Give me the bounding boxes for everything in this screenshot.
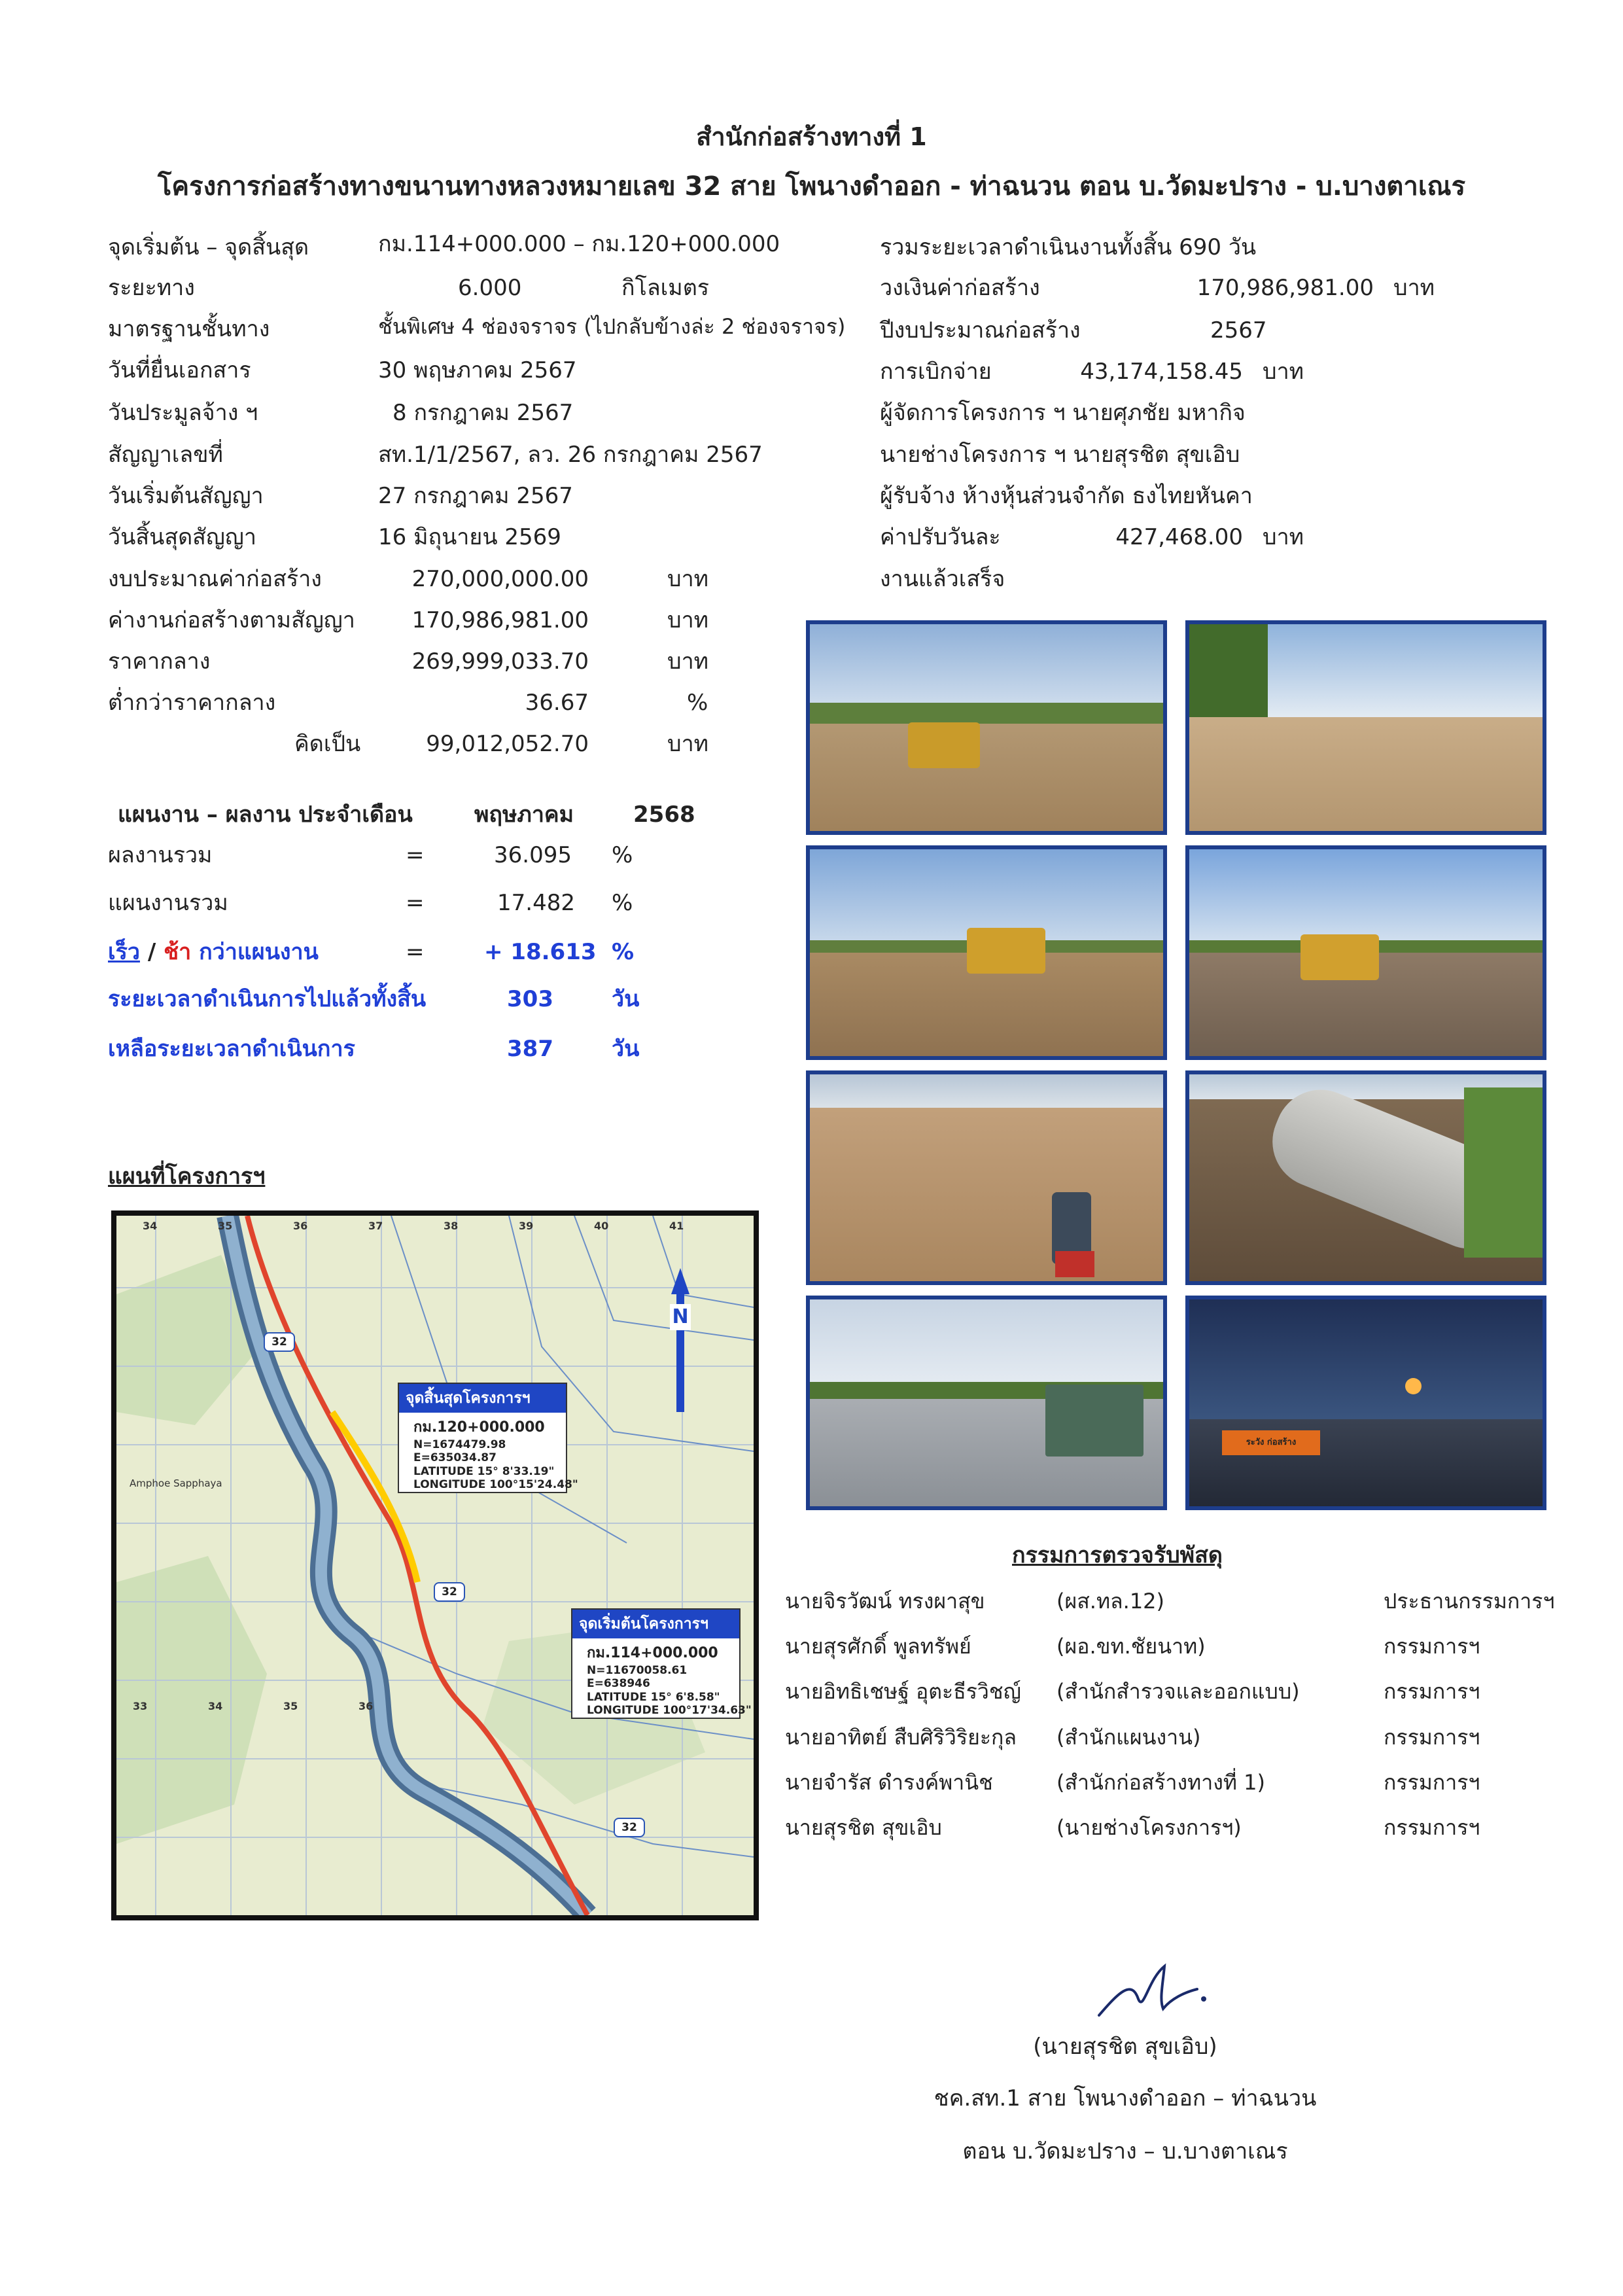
fine-unit: บาท	[1263, 524, 1304, 550]
disbursement-value: 43,174,158.45	[1080, 359, 1243, 385]
contractor: ผู้รับจ้าง ห้างหุ้นส่วนจำกัด ธงไทยหันคา	[880, 483, 1253, 509]
grid-top-0: 34	[143, 1220, 158, 1232]
grid-top-3: 37	[368, 1220, 383, 1232]
actual-value: 36.095	[494, 842, 572, 868]
plan-value: 17.482	[497, 890, 575, 916]
project-title: โครงการก่อสร้างทางขนานทางหลวงหมายเลข 32 สาย โพนางดำออก - ท่าฉนวน ตอน บ.วัดมะปราง - บ.บางตาเณร	[157, 171, 1466, 202]
photo-worker-compactor	[806, 1070, 1167, 1285]
fine-label: ค่าปรับวันละ	[880, 524, 1001, 550]
standard-label: มาตรฐานชั้นทาง	[108, 316, 270, 342]
member-role: ประธานกรรมการฯ	[1384, 1589, 1555, 1614]
bid-date-value: 8 กรกฎาคม 2567	[393, 400, 574, 426]
member-org: (สำนักสำรวจและออกแบบ)	[1056, 1679, 1300, 1704]
total-duration: รวมระยะเวลาดำเนินงานทั้งสิ้น 690 วัน	[880, 234, 1257, 260]
handwritten-signature	[1086, 1953, 1217, 2025]
disbursement-label: การเบิกจ่าย	[880, 359, 992, 385]
grid-bottom-3: 36	[358, 1700, 374, 1712]
actual-equals: =	[406, 842, 425, 868]
member-name: นายสุรชิต สุขเอิบ	[785, 1815, 942, 1840]
end-point-e: E=635034.87	[413, 1451, 497, 1465]
photo-asphalt-truck-crane	[806, 1296, 1167, 1510]
fast-label: เร็ว	[108, 939, 140, 965]
remaining-unit: วัน	[612, 1036, 640, 1062]
end-point-callout	[398, 1383, 578, 1493]
road-shield-icon: 32	[614, 1818, 645, 1837]
project-map	[111, 1210, 759, 1920]
grid-top-2: 36	[293, 1220, 308, 1232]
contract-no-value: สท.1/1/2567, ลว. 26 กรกฎาคม 2567	[378, 442, 763, 468]
end-point-lat: LATITUDE 15° 8'33.19"	[413, 1464, 555, 1478]
end-point-lon: LONGITUDE 100°15'24.48"	[413, 1478, 578, 1492]
member-org: (ผอ.ขท.ชัยนาท)	[1056, 1634, 1206, 1659]
contract-cost-value: 170,986,981.00	[411, 607, 589, 633]
standard-value: ชั้นพิเศษ 4 ช่องจราจร (ไปกลับข้างล่ะ 2 ช่องจราจร)	[378, 314, 846, 339]
member-name: นายสุรศักดิ์ พูลทรัพย์	[785, 1634, 971, 1659]
project-manager: ผู้จัดการโครงการ ฯ นายศุภชัย มหากิจ	[880, 400, 1246, 426]
slow-label: ช้า	[164, 939, 192, 965]
member-org: (นายช่างโครงการฯ)	[1056, 1815, 1242, 1840]
median-price-label: ราคากลาง	[108, 648, 211, 675]
member-name: นายอาทิตย์ สืบศิริวิริยะกุล	[785, 1725, 1017, 1750]
construction-budget-value: 170,986,981.00	[1196, 275, 1374, 301]
start-point-lon: LONGITUDE 100°17'34.63"	[587, 1704, 752, 1718]
contract-end-label: วันสิ้นสุดสัญญา	[108, 524, 256, 550]
place-name: Amphoe Sapphaya	[130, 1477, 222, 1489]
completed-label: งานแล้วเสร็จ	[880, 566, 1005, 592]
bid-date-label: วันประมูลจ้าง ฯ	[108, 400, 258, 426]
plan-equals: =	[406, 890, 425, 916]
project-engineer: นายช่างโครงการ ฯ นายสุรชิต สุขเอิบ	[880, 442, 1240, 468]
distance-unit: กิโลเมตร	[621, 275, 710, 301]
fiscal-year-value: 2567	[1210, 317, 1267, 344]
road-shield-icon: 32	[264, 1332, 295, 1352]
equivalent-value: 99,012,052.70	[426, 731, 589, 757]
start-end-value: กม.114+000.000 – กม.120+000.000	[378, 231, 780, 257]
grid-top-1: 35	[218, 1220, 233, 1232]
diff-percent: %	[612, 939, 635, 965]
fast-slow-line	[108, 939, 319, 966]
grid-bottom-0: 33	[133, 1700, 148, 1712]
north-arrow-icon	[667, 1268, 693, 1412]
remaining-label: เหลือระยะเวลาดำเนินการ	[108, 1036, 355, 1062]
signer-name: (นายสุรชิต สุขเอิบ)	[1033, 2034, 1217, 2060]
construction-sign: ระวัง ก่อสร้าง	[1222, 1430, 1320, 1455]
grid-bottom-1: 34	[208, 1700, 223, 1712]
signer-position: ชค.สท.1 สาย โพนางดำออก – ท่าฉนวน	[934, 2085, 1317, 2111]
member-role: กรรมการฯ	[1384, 1815, 1480, 1840]
diff-equals: =	[406, 939, 425, 965]
doc-date-label: วันที่ยื่นเอกสาร	[108, 357, 251, 383]
equivalent-unit: บาท	[667, 731, 709, 757]
office-title: สำนักก่อสร้างทางที่ 1	[696, 122, 927, 151]
budget-label: งบประมาณค่าก่อสร้าง	[108, 566, 322, 592]
construction-budget-label: วงเงินค่าก่อสร้าง	[880, 275, 1040, 301]
grid-top-7: 41	[669, 1220, 684, 1232]
contract-end-value: 16 มิถุนายน 2569	[378, 524, 561, 550]
actual-label: ผลงานรวม	[108, 842, 213, 868]
contract-start-label: วันเริ่มต้นสัญญา	[108, 483, 264, 509]
start-point-km: กม.114+000.000	[587, 1645, 718, 1661]
progress-month: พฤษภาคม	[474, 802, 574, 828]
vs-plan-label: กว่าแผนงาน	[191, 939, 319, 965]
median-price-value: 269,999,033.70	[411, 648, 589, 675]
grid-top-6: 40	[594, 1220, 609, 1232]
contract-no-label: สัญญาเลขที่	[108, 442, 223, 468]
member-name: นายจำรัส ดำรงค์พานิช	[785, 1770, 993, 1795]
progress-year: 2568	[633, 802, 695, 828]
member-role: กรรมการฯ	[1384, 1725, 1480, 1750]
road-shield-icon: 32	[434, 1582, 465, 1602]
median-price-unit: บาท	[667, 648, 709, 675]
contract-start-value: 27 กรกฎาคม 2567	[378, 483, 573, 509]
below-median-value: 36.67	[525, 690, 589, 716]
start-point-e: E=638946	[587, 1677, 650, 1691]
actual-percent: %	[612, 842, 633, 868]
equivalent-label: คิดเป็น	[294, 731, 361, 757]
start-point-callout	[571, 1608, 752, 1719]
start-point-n: N=11670058.61	[587, 1664, 688, 1677]
contract-cost-label: ค่างานก่อสร้างตามสัญญา	[108, 607, 355, 633]
start-end-label: จุดเริ่มต้น – จุดสิ้นสุด	[108, 234, 309, 260]
below-median-unit: %	[687, 690, 708, 716]
member-org: (สำนักแผนงาน)	[1056, 1725, 1201, 1750]
disbursement-unit: บาท	[1263, 359, 1304, 385]
member-role: กรรมการฯ	[1384, 1770, 1480, 1795]
contract-cost-unit: บาท	[667, 607, 709, 633]
map-section-title: แผนที่โครงการฯ	[108, 1163, 266, 1190]
start-point-lat: LATITUDE 15° 6'8.58"	[587, 1690, 720, 1704]
photo-night-road-sign	[1185, 1296, 1546, 1510]
member-name: นายจิรวัฒน์ ทรงผาสุข	[785, 1589, 985, 1614]
elapsed-unit: วัน	[612, 986, 640, 1012]
end-point-n: N=1674479.98	[413, 1438, 506, 1451]
plan-percent: %	[612, 890, 633, 916]
progress-header-label: แผนงาน – ผลงาน ประจำเดือน	[118, 802, 413, 828]
construction-budget-unit: บาท	[1393, 275, 1435, 301]
fiscal-year-label: ปีงบประมาณก่อสร้าง	[880, 317, 1081, 344]
below-median-label: ต่ำกว่าราคากลาง	[108, 690, 276, 716]
photo-graders-grading	[806, 845, 1167, 1060]
north-label: N	[670, 1304, 691, 1330]
budget-unit: บาท	[667, 566, 709, 592]
doc-date-value: 30 พฤษภาคม 2567	[378, 357, 577, 383]
signer-section: ตอน บ.วัดมะปราง – บ.บางตาเณร	[962, 2138, 1288, 2164]
photo-grader-road-surface	[1185, 845, 1546, 1060]
slash: /	[139, 939, 164, 965]
elapsed-label: ระยะเวลาดำเนินการไปแล้วทั้งสิ้น	[108, 986, 427, 1012]
start-point-heading: จุดเริ่มต้นโครงการฯ	[572, 1610, 739, 1638]
grid-top-5: 39	[519, 1220, 534, 1232]
plan-label: แผนงานรวม	[108, 890, 228, 916]
end-point-heading: จุดสิ้นสุดโครงการฯ	[399, 1384, 566, 1413]
member-name: นายอิทธิเชษฐ์ อุตะธีรวิชญ์	[785, 1679, 1021, 1704]
member-role: กรรมการฯ	[1384, 1634, 1480, 1659]
member-org: (สำนักก่อสร้างทางที่ 1)	[1056, 1770, 1265, 1795]
distance-label: ระยะทาง	[108, 275, 195, 301]
distance-value: 6.000	[458, 275, 522, 301]
photo-dirt-road-trees	[1185, 620, 1546, 835]
photo-drainage-pipes	[1185, 1070, 1546, 1285]
budget-value: 270,000,000.00	[411, 566, 589, 592]
remaining-value: 387	[507, 1036, 553, 1062]
committee-title: กรรมการตรวจรับพัสดุ	[1012, 1542, 1223, 1568]
member-role: กรรมการฯ	[1384, 1679, 1480, 1704]
member-org: (ผส.ทล.12)	[1056, 1589, 1165, 1614]
map-graphic	[116, 1216, 754, 1915]
photo-grader-dirt-road	[806, 620, 1167, 835]
fine-value: 427,468.00	[1115, 524, 1243, 550]
elapsed-value: 303	[507, 986, 553, 1012]
grid-top-4: 38	[444, 1220, 459, 1232]
diff-value: + 18.613	[484, 939, 597, 965]
end-point-km: กม.120+000.000	[413, 1419, 545, 1436]
grid-bottom-2: 35	[283, 1700, 298, 1712]
